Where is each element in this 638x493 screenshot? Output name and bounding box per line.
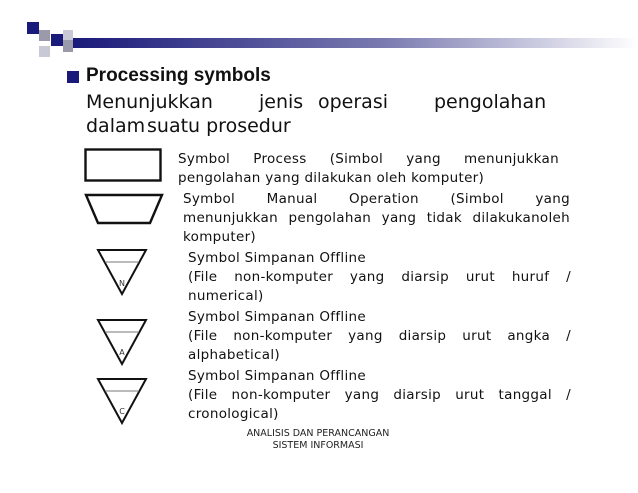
word: / — [566, 387, 571, 403]
footer — [218, 428, 418, 452]
word: non-komputer — [234, 269, 334, 285]
word: yang — [381, 210, 417, 226]
item-offline-c-line-2 — [188, 386, 571, 405]
word: tidak — [426, 210, 462, 226]
item-offline-a-desc — [188, 308, 571, 365]
manual-operation-symbol-icon — [84, 193, 164, 225]
footer-line-2: SISTEM INFORMASI — [272, 440, 364, 451]
intro-line-2-word-1: dalam — [86, 115, 146, 137]
word: yang — [349, 269, 385, 285]
footer-line-1: ANALISIS DAN PERANCANGAN — [246, 428, 390, 439]
word: (Simbol — [450, 191, 504, 207]
item-process-line-1 — [178, 150, 559, 169]
offline-storage-a-symbol-icon — [96, 318, 148, 366]
word: diarsip — [398, 328, 447, 344]
word: huruf — [511, 269, 550, 285]
word: tanggal — [498, 387, 552, 403]
item-offline-n-line-3: numerical) — [188, 288, 264, 304]
word: urut — [465, 269, 495, 285]
word: menunjukkan — [183, 210, 278, 226]
word: (File — [188, 269, 218, 285]
intro-word-2: jenis — [259, 91, 304, 113]
item-offline-n-line-2 — [188, 268, 571, 287]
item-offline-n-line-1: Symbol Simpanan Offline — [188, 250, 366, 266]
word: (File — [188, 387, 218, 403]
word: diarsip — [401, 269, 449, 285]
item-offline-c-line-3: cronological) — [188, 406, 279, 422]
word: yang — [344, 387, 380, 403]
word: yang — [406, 151, 441, 167]
word: urut — [462, 328, 492, 344]
item-offline-c-desc — [188, 367, 571, 424]
word: Symbol — [178, 151, 231, 167]
item-offline-a-line-1: Symbol Simpanan Offline — [188, 309, 366, 325]
word: yang — [535, 191, 570, 207]
item-manual-line-2 — [183, 209, 570, 228]
slide-title: Processing symbols — [86, 65, 271, 86]
word: dilakukanoleh — [472, 210, 570, 226]
item-offline-n-desc — [188, 249, 571, 306]
intro-word-4: pengolahan — [434, 91, 547, 113]
word: (Simbol — [329, 151, 384, 167]
word: / — [566, 269, 571, 285]
offline-storage-a-letter: A — [119, 348, 125, 357]
word: pengolahan — [288, 210, 372, 226]
word: diarsip — [393, 387, 441, 403]
word: Process — [253, 151, 307, 167]
offline-storage-c-symbol-icon — [96, 377, 148, 425]
header-decoration — [0, 0, 638, 70]
offline-storage-c-letter: C — [119, 407, 125, 416]
item-offline-a-line-2 — [188, 327, 571, 346]
word: / — [566, 328, 571, 344]
word: menunjukkan — [463, 151, 559, 167]
item-process-desc — [178, 150, 559, 188]
word: (File — [188, 328, 218, 344]
item-manual-line-1 — [183, 190, 570, 209]
offline-storage-n-symbol-icon — [96, 248, 148, 296]
item-manual-desc — [183, 190, 570, 247]
intro-word-1: Menunjukkan — [86, 91, 213, 113]
intro-line-2-rest: suatu prosedur — [147, 115, 291, 137]
process-symbol-icon — [84, 148, 162, 182]
intro-word-3: operasi — [318, 91, 389, 113]
word: non-komputer — [231, 387, 331, 403]
item-process-line-2: pengolahan yang dilakukan oleh komputer) — [178, 170, 485, 186]
item-offline-c-line-1: Symbol Simpanan Offline — [188, 368, 366, 384]
word: non-komputer — [233, 328, 333, 344]
word: angka — [507, 328, 551, 344]
bullet-square-icon — [67, 71, 79, 83]
item-manual-line-3: komputer) — [183, 229, 256, 245]
word: Symbol — [183, 191, 236, 207]
offline-storage-n-letter: N — [119, 279, 125, 288]
word: Operation — [349, 191, 419, 207]
item-offline-a-line-3: alphabetical) — [188, 347, 280, 363]
word: Manual — [266, 191, 318, 207]
word: yang — [348, 328, 383, 344]
word: urut — [455, 387, 485, 403]
